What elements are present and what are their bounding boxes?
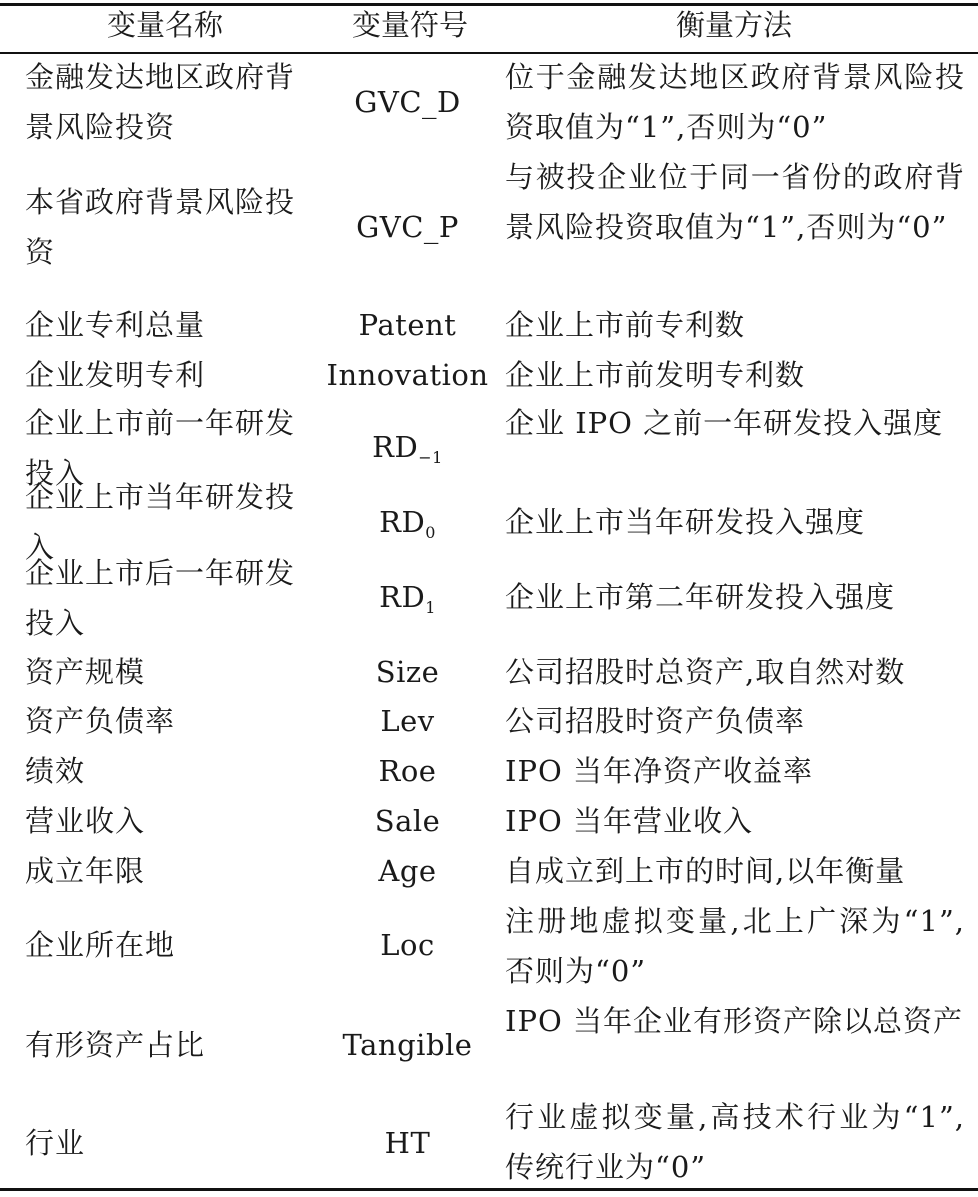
row-name: 金融发达地区政府背景风险投资 — [25, 60, 296, 144]
row-name: 成立年限 — [25, 854, 146, 888]
row-name: 绩效 — [25, 754, 86, 788]
header-variable-name: 变量名称 — [106, 8, 223, 42]
row-symbol-subscript: 0 — [425, 523, 436, 542]
row-symbol: Roe — [378, 754, 437, 788]
row-symbol: HT — [384, 1126, 431, 1160]
row-name: 企业上市前一年研发投入 — [25, 406, 296, 490]
row-symbol: Innovation — [326, 358, 489, 392]
row-method: 位于金融发达地区政府背景风险投资取值为“1”,否则为“0” — [505, 60, 965, 144]
row-method: IPO 当年企业有形资产除以总资产 — [505, 1004, 963, 1038]
row-method: IPO 当年净资产收益率 — [505, 754, 813, 788]
row-method: 行业虚拟变量,高技术行业为“1”,传统行业为“0” — [505, 1100, 965, 1184]
row-method: 与被投企业位于同一省份的政府背景风险投资取值为“1”,否则为“0” — [505, 160, 965, 244]
row-symbol: GVC_P — [356, 210, 459, 244]
row-symbol: Tangible — [342, 1028, 473, 1062]
row-method: 注册地虚拟变量,北上广深为“1”,否则为“0” — [505, 904, 965, 988]
row-name: 资产负债率 — [25, 704, 176, 738]
row-name: 资产规模 — [25, 655, 146, 689]
row-method: 企业上市当年研发投入强度 — [505, 505, 866, 539]
row-symbol: Sale — [374, 804, 441, 838]
row-method: 公司招股时总资产,取自然对数 — [505, 655, 906, 689]
row-symbol: GVC_D — [354, 85, 461, 119]
header-measurement-method: 衡量方法 — [675, 8, 792, 42]
row-method: 公司招股时资产负债率 — [505, 704, 806, 738]
row-symbol: Lev — [380, 704, 435, 738]
row-symbol: Age — [378, 854, 437, 888]
row-symbol: $RD_{-1}$ — [372, 430, 443, 467]
row-name: 企业发明专利 — [25, 358, 206, 392]
row-method: 企业 IPO 之前一年研发投入强度 — [505, 406, 944, 440]
row-method: 企业上市前专利数 — [505, 308, 746, 342]
row-method: 企业上市第二年研发投入强度 — [505, 580, 896, 614]
row-symbol: Patent — [358, 308, 457, 342]
row-method: 企业上市前发明专利数 — [505, 358, 806, 392]
row-method: IPO 当年营业收入 — [505, 804, 753, 838]
row-name: 企业所在地 — [25, 928, 176, 962]
row-symbol: $RD_0$ — [379, 505, 436, 542]
row-name: 行业 — [25, 1126, 86, 1160]
row-name: 企业专利总量 — [25, 308, 206, 342]
row-name: 有形资产占比 — [25, 1028, 206, 1062]
row-symbol: Size — [375, 655, 440, 689]
row-name: 营业收入 — [25, 804, 146, 838]
row-name: 本省政府背景风险投资 — [25, 185, 296, 269]
row-symbol: $RD_1$ — [379, 580, 436, 617]
row-method: 自成立到上市的时间,以年衡量 — [505, 854, 906, 888]
row-symbol: Loc — [380, 928, 435, 962]
row-name: 企业上市后一年研发投入 — [25, 556, 296, 640]
row-name: 企业上市当年研发投入 — [25, 480, 296, 564]
row-symbol-subscript: 1 — [425, 598, 436, 617]
row-symbol-subscript: −1 — [418, 448, 443, 467]
header-variable-symbol: 变量符号 — [351, 8, 468, 42]
